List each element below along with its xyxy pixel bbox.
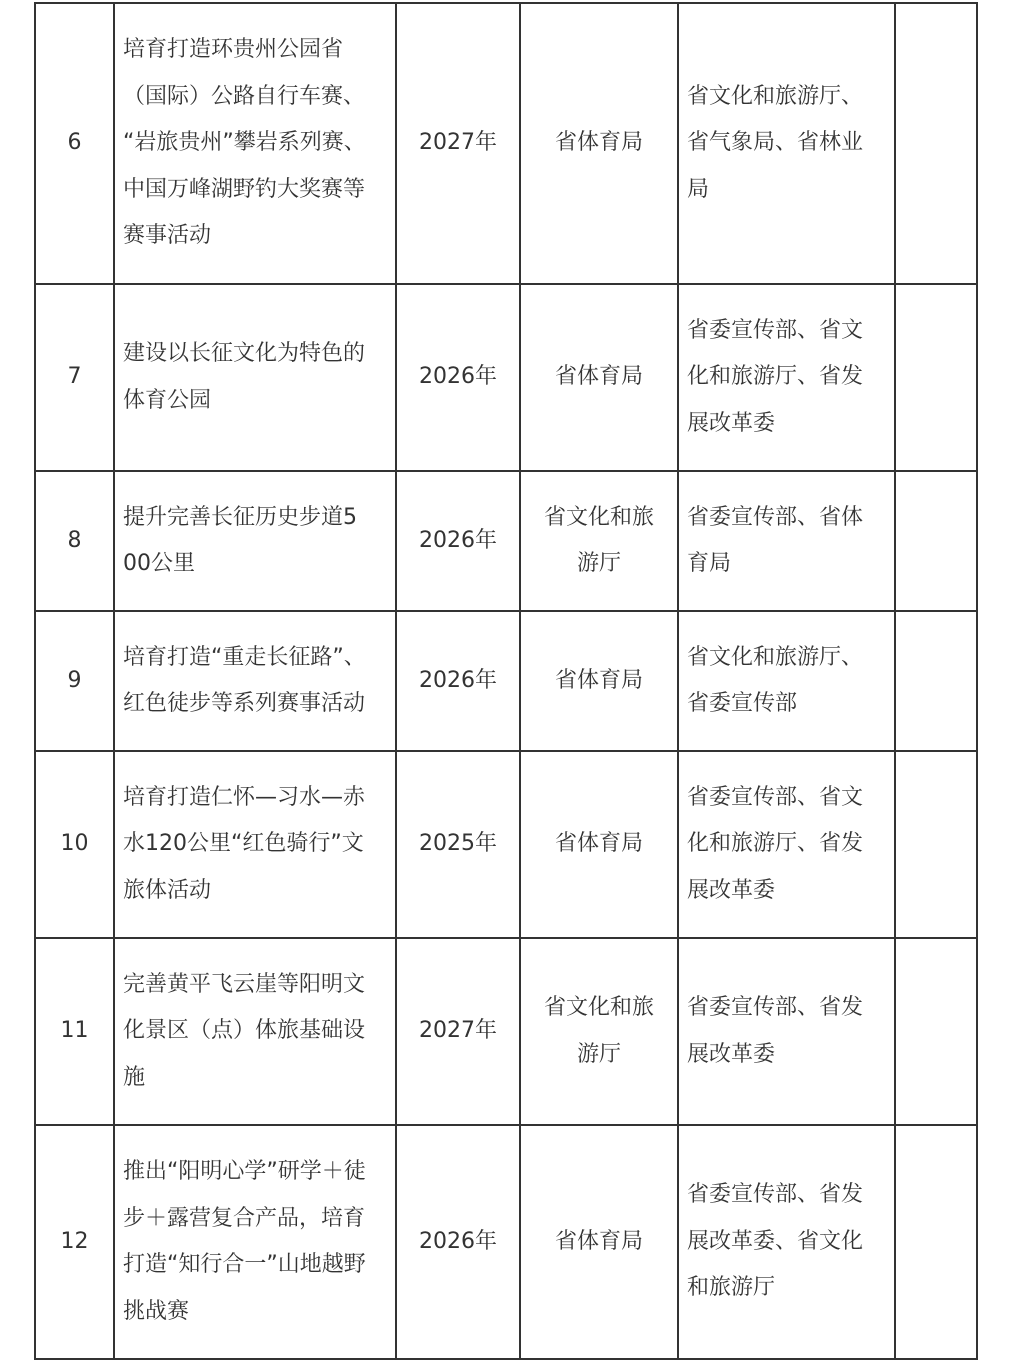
task-description: 培育打造环贵州公园省 （国际）公路自行车赛、 “岩旅贵州”攀岩系列赛、 中国万峰湖野钓大奖赛等 赛事活动 [114,3,396,284]
task-description: 建设以长征文化为特色的 体育公园 [114,284,396,471]
lead-department: 省体育局 [520,611,678,751]
lead-department: 省体育局 [520,3,678,284]
row-number: 7 [35,284,114,471]
table-row [35,611,977,751]
completion-year: 2025年 [396,751,520,938]
table-row [35,284,977,471]
row-number: 9 [35,611,114,751]
cooperating-departments: 省文化和旅游厅、 省气象局、省林业 局 [678,3,895,284]
task-description: 提升完善长征历史步道5 00公里 [114,471,396,611]
table-row [35,3,977,284]
note-cell [895,1125,977,1359]
note-cell [895,611,977,751]
cooperating-departments: 省委宣传部、省文 化和旅游厅、省发 展改革委 [678,751,895,938]
cooperating-departments: 省文化和旅游厅、 省委宣传部 [678,611,895,751]
completion-year: 2027年 [396,3,520,284]
row-number: 12 [35,1125,114,1359]
note-cell [895,3,977,284]
cooperating-departments: 省委宣传部、省文 化和旅游厅、省发 展改革委 [678,284,895,471]
task-table-container [34,2,978,1360]
completion-year: 2026年 [396,611,520,751]
row-number: 10 [35,751,114,938]
lead-department: 省文化和旅 游厅 [520,938,678,1125]
note-cell [895,471,977,611]
lead-department: 省体育局 [520,284,678,471]
table-row [35,938,977,1125]
completion-year: 2026年 [396,1125,520,1359]
cooperating-departments: 省委宣传部、省发 展改革委、省文化 和旅游厅 [678,1125,895,1359]
note-cell [895,751,977,938]
table-row [35,1125,977,1359]
cooperating-departments: 省委宣传部、省发 展改革委 [678,938,895,1125]
task-table [34,2,978,1360]
completion-year: 2026年 [396,471,520,611]
cooperating-departments: 省委宣传部、省体 育局 [678,471,895,611]
lead-department: 省体育局 [520,1125,678,1359]
task-description: 完善黄平飞云崖等阳明文 化景区（点）体旅基础设 施 [114,938,396,1125]
completion-year: 2027年 [396,938,520,1125]
completion-year: 2026年 [396,284,520,471]
task-description: 培育打造仁怀—习水—赤 水120公里“红色骑行”文 旅体活动 [114,751,396,938]
table-row [35,471,977,611]
row-number: 8 [35,471,114,611]
table-row [35,751,977,938]
row-number: 6 [35,3,114,284]
task-description: 推出“阳明心学”研学＋徒 步＋露营复合产品，培育 打造“知行合一”山地越野 挑战赛 [114,1125,396,1359]
row-number: 11 [35,938,114,1125]
task-description: 培育打造“重走长征路”、 红色徒步等系列赛事活动 [114,611,396,751]
lead-department: 省体育局 [520,751,678,938]
lead-department: 省文化和旅 游厅 [520,471,678,611]
note-cell [895,938,977,1125]
note-cell [895,284,977,471]
